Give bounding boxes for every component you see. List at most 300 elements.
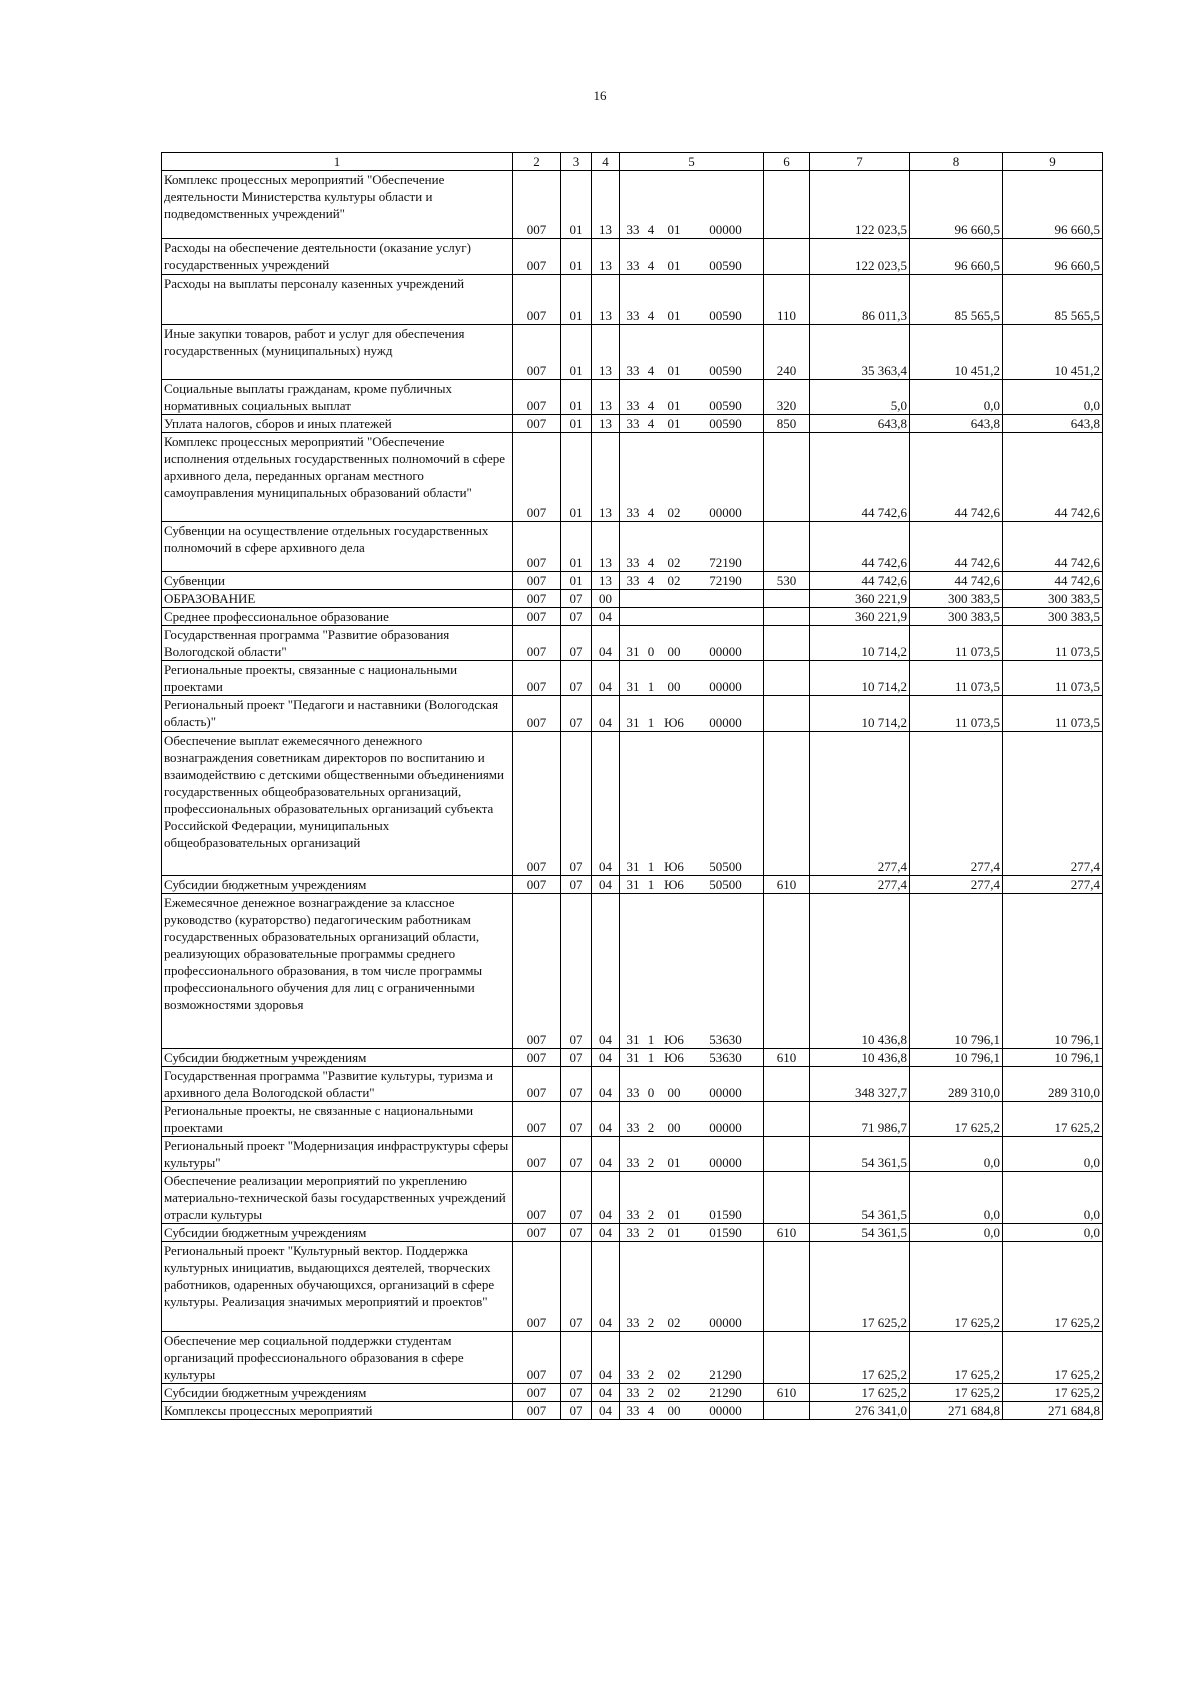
row-name-cell: Расходы на выплаты персоналу казенных учреждений — [162, 275, 513, 325]
section-code-cell: 07 — [561, 732, 592, 876]
target-article-cell — [620, 1384, 764, 1402]
amount-cell-col8: 0,0 — [910, 380, 1003, 415]
target-article-part: 00000 — [709, 505, 742, 520]
target-article-part: 4 — [647, 505, 655, 520]
amount-cell-col7: 17 625,2 — [810, 1384, 910, 1402]
target-article-part: 4 — [647, 398, 655, 413]
amount-cell-col8: 10 796,1 — [910, 894, 1003, 1049]
target-article-part: 00590 — [709, 363, 742, 378]
row-name-cell: Ежемесячное денежное вознаграждение за классное руководство (кураторство) педагогическим работникам государственных образовательных организаций области, реализующих образовательные программы среднего профессионального образования, в том числе программы профессионального обучения для лиц с ограниченными возможностями здоровья — [162, 894, 513, 1049]
header-cell: 1 — [162, 153, 513, 171]
header-cell: 3 — [561, 153, 592, 171]
expense-type-cell — [764, 608, 810, 626]
table-row — [162, 522, 1103, 572]
row-name-cell: Региональные проекты, не связанные с национальными проектами — [162, 1102, 513, 1137]
target-article-part: Ю6 — [664, 877, 684, 892]
target-article-part: 53630 — [709, 1032, 742, 1047]
target-article-part: 00000 — [709, 715, 742, 730]
table-row — [162, 415, 1103, 433]
subsection-code-cell: 13 — [592, 415, 620, 433]
amount-cell-col8: 277,4 — [910, 876, 1003, 894]
target-article-cell — [620, 1242, 764, 1332]
amount-cell-col8: 271 684,8 — [910, 1402, 1003, 1420]
target-article-part: 2 — [647, 1385, 655, 1400]
ministry-code-cell: 007 — [513, 1102, 561, 1137]
amount-cell-col7: 44 742,6 — [810, 572, 910, 590]
row-name-cell: Государственная программа "Развитие образования Вологодской области" — [162, 626, 513, 661]
section-code-cell: 07 — [561, 1137, 592, 1172]
row-name-cell: Субсидии бюджетным учреждениям — [162, 1224, 513, 1242]
section-code-cell: 01 — [561, 171, 592, 239]
table-row — [162, 696, 1103, 732]
subsection-code-cell: 13 — [592, 380, 620, 415]
row-name-cell: Обеспечение выплат ежемесячного денежного вознаграждения советникам директоров по воспитанию и взаимодействию с детскими общественными объединениями государственных общеобразовательных организаций, профессиональных образовательных организаций субъекта Российской Федерации, муниципальных общеобразовательных организаций — [162, 732, 513, 876]
section-code-cell: 01 — [561, 522, 592, 572]
table-row — [162, 626, 1103, 661]
target-article-cell — [620, 1402, 764, 1420]
table-row — [162, 894, 1103, 1049]
header-cell: 9 — [1003, 153, 1103, 171]
target-article-part: 33 — [626, 1120, 640, 1135]
target-article-cell — [620, 1224, 764, 1242]
subsection-code-cell: 04 — [592, 626, 620, 661]
ministry-code-cell: 007 — [513, 1384, 561, 1402]
table-row — [162, 1332, 1103, 1384]
subsection-code-cell: 13 — [592, 572, 620, 590]
target-article-part: 33 — [626, 1315, 640, 1330]
expense-type-cell: 610 — [764, 1049, 810, 1067]
target-article-part: 02 — [667, 1367, 681, 1382]
ministry-code-cell: 007 — [513, 1332, 561, 1384]
table-header-row — [162, 153, 1103, 171]
amount-cell-col9: 96 660,5 — [1003, 239, 1103, 275]
target-article-cell — [620, 572, 764, 590]
table-row — [162, 661, 1103, 696]
table-row — [162, 876, 1103, 894]
target-article-part: 31 — [626, 715, 640, 730]
amount-cell-col8: 11 073,5 — [910, 696, 1003, 732]
amount-cell-col9: 300 383,5 — [1003, 608, 1103, 626]
row-name-cell: Социальные выплаты гражданам, кроме публичных нормативных социальных выплат — [162, 380, 513, 415]
subsection-code-cell: 04 — [592, 661, 620, 696]
amount-cell-col9: 277,4 — [1003, 876, 1103, 894]
expense-type-cell — [764, 590, 810, 608]
ministry-code-cell: 007 — [513, 380, 561, 415]
row-name-cell: Региональные проекты, связанные с национальными проектами — [162, 661, 513, 696]
amount-cell-col7: 122 023,5 — [810, 171, 910, 239]
target-article-part: 33 — [626, 1085, 640, 1100]
expense-type-cell: 610 — [764, 1224, 810, 1242]
header-cell: 5 — [620, 153, 764, 171]
amount-cell-col7: 360 221,9 — [810, 608, 910, 626]
subsection-code-cell: 04 — [592, 1137, 620, 1172]
ministry-code-cell: 007 — [513, 1242, 561, 1332]
target-article-part: 00590 — [709, 308, 742, 323]
target-article-part: 00000 — [709, 1085, 742, 1100]
expense-type-cell — [764, 1402, 810, 1420]
target-article-part: 33 — [626, 1225, 640, 1240]
subsection-code-cell: 13 — [592, 325, 620, 380]
target-article-part: 00000 — [709, 679, 742, 694]
target-article-part: 4 — [647, 308, 655, 323]
target-article-part: 31 — [626, 644, 640, 659]
ministry-code-cell: 007 — [513, 1402, 561, 1420]
subsection-code-cell: 13 — [592, 522, 620, 572]
target-article-part: 4 — [647, 222, 655, 237]
subsection-code-cell: 13 — [592, 171, 620, 239]
target-article-part: 33 — [626, 363, 640, 378]
section-code-cell: 07 — [561, 1049, 592, 1067]
amount-cell-col8: 643,8 — [910, 415, 1003, 433]
amount-cell-col7: 10 714,2 — [810, 661, 910, 696]
target-article-part: 0 — [647, 1085, 655, 1100]
expense-type-cell — [764, 1067, 810, 1102]
target-article-part: 31 — [626, 859, 640, 874]
target-article-part: 00590 — [709, 398, 742, 413]
table-row — [162, 1242, 1103, 1332]
row-name-cell: Расходы на обеспечение деятельности (оказание услуг) государственных учреждений — [162, 239, 513, 275]
amount-cell-col7: 54 361,5 — [810, 1224, 910, 1242]
amount-cell-col8: 277,4 — [910, 732, 1003, 876]
target-article-part: 21290 — [709, 1367, 742, 1382]
ministry-code-cell: 007 — [513, 433, 561, 522]
target-article-part: 00000 — [709, 1315, 742, 1330]
section-code-cell: 07 — [561, 1067, 592, 1102]
target-article-part: 0 — [647, 644, 655, 659]
amount-cell-col9: 0,0 — [1003, 380, 1103, 415]
target-article-part: 21290 — [709, 1385, 742, 1400]
amount-cell-col8: 300 383,5 — [910, 590, 1003, 608]
expense-type-cell: 610 — [764, 876, 810, 894]
amount-cell-col7: 54 361,5 — [810, 1137, 910, 1172]
expense-type-cell: 110 — [764, 275, 810, 325]
amount-cell-col8: 17 625,2 — [910, 1332, 1003, 1384]
table-row — [162, 1402, 1103, 1420]
target-article-part: 01590 — [709, 1225, 742, 1240]
target-article-cell — [620, 1172, 764, 1224]
table-row — [162, 1172, 1103, 1224]
target-article-cell — [620, 1102, 764, 1137]
target-article-cell — [620, 239, 764, 275]
amount-cell-col8: 44 742,6 — [910, 522, 1003, 572]
row-name-cell: Региональный проект "Педагоги и наставники (Вологодская область)" — [162, 696, 513, 732]
header-cell: 6 — [764, 153, 810, 171]
amount-cell-col8: 11 073,5 — [910, 626, 1003, 661]
ministry-code-cell: 007 — [513, 590, 561, 608]
amount-cell-col9: 96 660,5 — [1003, 171, 1103, 239]
ministry-code-cell: 007 — [513, 876, 561, 894]
ministry-code-cell: 007 — [513, 572, 561, 590]
row-name-cell: Субсидии бюджетным учреждениям — [162, 1384, 513, 1402]
expense-type-cell — [764, 1172, 810, 1224]
amount-cell-col9: 17 625,2 — [1003, 1332, 1103, 1384]
subsection-code-cell: 04 — [592, 1067, 620, 1102]
amount-cell-col9: 0,0 — [1003, 1137, 1103, 1172]
target-article-cell — [620, 894, 764, 1049]
target-article-part: 01 — [667, 1207, 681, 1222]
target-article-part: 01 — [667, 222, 681, 237]
target-article-cell — [620, 433, 764, 522]
amount-cell-col9: 289 310,0 — [1003, 1067, 1103, 1102]
target-article-part: 2 — [647, 1120, 655, 1135]
expense-type-cell: 240 — [764, 325, 810, 380]
expense-type-cell — [764, 1332, 810, 1384]
amount-cell-col7: 17 625,2 — [810, 1332, 910, 1384]
target-article-part: 02 — [667, 1315, 681, 1330]
target-article-part: 72190 — [709, 555, 742, 570]
target-article-part: 33 — [626, 416, 640, 431]
target-article-part: 4 — [647, 416, 655, 431]
amount-cell-col9: 44 742,6 — [1003, 433, 1103, 522]
expense-type-cell — [764, 1137, 810, 1172]
amount-cell-col8: 0,0 — [910, 1224, 1003, 1242]
section-code-cell: 07 — [561, 876, 592, 894]
target-article-cell — [620, 171, 764, 239]
target-article-part: Ю6 — [664, 1050, 684, 1065]
target-article-part: 33 — [626, 1403, 640, 1418]
amount-cell-col9: 0,0 — [1003, 1172, 1103, 1224]
target-article-part: 01 — [667, 398, 681, 413]
section-code-cell: 07 — [561, 1384, 592, 1402]
target-article-part: 00590 — [709, 258, 742, 273]
target-article-part: 2 — [647, 1367, 655, 1382]
subsection-code-cell: 04 — [592, 1049, 620, 1067]
target-article-part: 1 — [647, 877, 655, 892]
row-name-cell: Обеспечение реализации мероприятий по укреплению материально-технической базы государственных учреждений отрасли культуры — [162, 1172, 513, 1224]
page-number: 16 — [593, 88, 607, 103]
target-article-part: 1 — [647, 1050, 655, 1065]
target-article-part: 33 — [626, 1385, 640, 1400]
expense-type-cell — [764, 522, 810, 572]
target-article-part: 00 — [667, 679, 681, 694]
target-article-part: 01590 — [709, 1207, 742, 1222]
target-article-part: 00000 — [709, 644, 742, 659]
amount-cell-col9: 10 796,1 — [1003, 1049, 1103, 1067]
target-article-part: Ю6 — [664, 715, 684, 730]
amount-cell-col8: 10 451,2 — [910, 325, 1003, 380]
section-code-cell: 07 — [561, 626, 592, 661]
section-code-cell: 01 — [561, 325, 592, 380]
target-article-part: 4 — [647, 555, 655, 570]
target-article-part: 31 — [626, 1032, 640, 1047]
table-row — [162, 1137, 1103, 1172]
target-article-cell — [620, 1332, 764, 1384]
row-name-cell: Субсидии бюджетным учреждениям — [162, 876, 513, 894]
amount-cell-col7: 10 714,2 — [810, 626, 910, 661]
subsection-code-cell: 04 — [592, 1242, 620, 1332]
subsection-code-cell: 13 — [592, 239, 620, 275]
target-article-part: 00 — [667, 644, 681, 659]
amount-cell-col7: 86 011,3 — [810, 275, 910, 325]
section-code-cell: 01 — [561, 380, 592, 415]
row-name-cell: Комплексы процессных мероприятий — [162, 1402, 513, 1420]
table-row — [162, 1049, 1103, 1067]
row-name-cell: Субсидии бюджетным учреждениям — [162, 1049, 513, 1067]
section-code-cell: 07 — [561, 1224, 592, 1242]
row-name-cell: Региональный проект "Модернизация инфраструктуры сферы культуры" — [162, 1137, 513, 1172]
row-name-cell: Государственная программа "Развитие культуры, туризма и архивного дела Вологодской области" — [162, 1067, 513, 1102]
row-name-cell: Региональный проект "Культурный вектор. Поддержка культурных инициатив, выдающихся деятелей, творческих работников, одаренных обучающихся, организаций в сфере культуры. Реализация значимых мероприятий и проектов" — [162, 1242, 513, 1332]
target-article-part: 50500 — [709, 859, 742, 874]
table-row — [162, 433, 1103, 522]
header-cell: 8 — [910, 153, 1003, 171]
ministry-code-cell: 007 — [513, 894, 561, 1049]
section-code-cell: 07 — [561, 1332, 592, 1384]
row-name-cell: Комплекс процессных мероприятий "Обеспечение деятельности Министерства культуры области и подведомственных учреждений" — [162, 171, 513, 239]
target-article-part: 00590 — [709, 416, 742, 431]
target-article-part: 02 — [667, 573, 681, 588]
target-article-part: 2 — [647, 1225, 655, 1240]
table-row — [162, 380, 1103, 415]
amount-cell-col8: 44 742,6 — [910, 572, 1003, 590]
ministry-code-cell: 007 — [513, 1172, 561, 1224]
amount-cell-col7: 5,0 — [810, 380, 910, 415]
expense-type-cell — [764, 1242, 810, 1332]
amount-cell-col9: 0,0 — [1003, 1224, 1103, 1242]
table-row — [162, 732, 1103, 876]
ministry-code-cell: 007 — [513, 661, 561, 696]
section-code-cell: 07 — [561, 1242, 592, 1332]
target-article-part: 01 — [667, 1225, 681, 1240]
target-article-cell — [620, 661, 764, 696]
amount-cell-col7: 276 341,0 — [810, 1402, 910, 1420]
ministry-code-cell: 007 — [513, 171, 561, 239]
amount-cell-col7: 71 986,7 — [810, 1102, 910, 1137]
target-article-part: 00 — [667, 1120, 681, 1135]
amount-cell-col8: 96 660,5 — [910, 239, 1003, 275]
row-name-cell: Обеспечение мер социальной поддержки студентам организаций профессионального образования в сфере культуры — [162, 1332, 513, 1384]
subsection-code-cell: 04 — [592, 1332, 620, 1384]
amount-cell-col8: 0,0 — [910, 1172, 1003, 1224]
table-row — [162, 275, 1103, 325]
target-article-part: 33 — [626, 1367, 640, 1382]
row-name-cell: ОБРАЗОВАНИЕ — [162, 590, 513, 608]
subsection-code-cell: 04 — [592, 1172, 620, 1224]
section-code-cell: 07 — [561, 696, 592, 732]
target-article-part: 02 — [667, 555, 681, 570]
amount-cell-col9: 643,8 — [1003, 415, 1103, 433]
amount-cell-col7: 10 436,8 — [810, 894, 910, 1049]
target-article-part: 00 — [667, 1403, 681, 1418]
target-article-part: 2 — [647, 1155, 655, 1170]
amount-cell-col7: 35 363,4 — [810, 325, 910, 380]
subsection-code-cell: 13 — [592, 275, 620, 325]
target-article-cell — [620, 380, 764, 415]
section-code-cell: 01 — [561, 572, 592, 590]
target-article-cell — [620, 876, 764, 894]
row-name-cell: Иные закупки товаров, работ и услуг для обеспечения государственных (муниципальных) нужд — [162, 325, 513, 380]
amount-cell-col7: 360 221,9 — [810, 590, 910, 608]
ministry-code-cell: 007 — [513, 415, 561, 433]
amount-cell-col8: 300 383,5 — [910, 608, 1003, 626]
amount-cell-col7: 122 023,5 — [810, 239, 910, 275]
amount-cell-col9: 44 742,6 — [1003, 572, 1103, 590]
target-article-part: Ю6 — [664, 859, 684, 874]
target-article-part: 00 — [667, 1085, 681, 1100]
amount-cell-col8: 11 073,5 — [910, 661, 1003, 696]
ministry-code-cell: 007 — [513, 522, 561, 572]
subsection-code-cell: 04 — [592, 1384, 620, 1402]
amount-cell-col7: 44 742,6 — [810, 433, 910, 522]
target-article-part: 01 — [667, 363, 681, 378]
target-article-part: 1 — [647, 1032, 655, 1047]
amount-cell-col8: 10 796,1 — [910, 1049, 1003, 1067]
amount-cell-col7: 643,8 — [810, 415, 910, 433]
section-code-cell: 01 — [561, 275, 592, 325]
ministry-code-cell: 007 — [513, 325, 561, 380]
header-cell: 4 — [592, 153, 620, 171]
target-article-part: 01 — [667, 258, 681, 273]
header-cell: 2 — [513, 153, 561, 171]
table-row — [162, 1067, 1103, 1102]
target-article-part: 4 — [647, 363, 655, 378]
expense-type-cell — [764, 894, 810, 1049]
row-name-cell: Среднее профессиональное образование — [162, 608, 513, 626]
target-article-part: 31 — [626, 679, 640, 694]
section-code-cell: 07 — [561, 661, 592, 696]
target-article-part: 33 — [626, 1207, 640, 1222]
section-code-cell: 07 — [561, 1102, 592, 1137]
target-article-part: 2 — [647, 1207, 655, 1222]
table-row — [162, 590, 1103, 608]
target-article-cell — [620, 608, 764, 626]
ministry-code-cell: 007 — [513, 1137, 561, 1172]
target-article-part: 1 — [647, 679, 655, 694]
amount-cell-col8: 0,0 — [910, 1137, 1003, 1172]
target-article-part: 00000 — [709, 1120, 742, 1135]
subsection-code-cell: 04 — [592, 1402, 620, 1420]
target-article-part: 02 — [667, 1385, 681, 1400]
section-code-cell: 07 — [561, 590, 592, 608]
amount-cell-col8: 289 310,0 — [910, 1067, 1003, 1102]
row-name-cell: Комплекс процессных мероприятий "Обеспечение исполнения отдельных государственных полномочий в сфере архивного дела, переданных органам местного самоуправления муниципальных образований области" — [162, 433, 513, 522]
amount-cell-col9: 44 742,6 — [1003, 522, 1103, 572]
target-article-part: 01 — [667, 416, 681, 431]
target-article-part: 00000 — [709, 1403, 742, 1418]
subsection-code-cell: 13 — [592, 433, 620, 522]
row-name-cell: Субвенции на осуществление отдельных государственных полномочий в сфере архивного дела — [162, 522, 513, 572]
subsection-code-cell: 04 — [592, 1102, 620, 1137]
section-code-cell: 07 — [561, 608, 592, 626]
target-article-part: 02 — [667, 505, 681, 520]
expense-type-cell — [764, 1102, 810, 1137]
target-article-part: 01 — [667, 308, 681, 323]
amount-cell-col7: 54 361,5 — [810, 1172, 910, 1224]
target-article-cell — [620, 275, 764, 325]
subsection-code-cell: 04 — [592, 894, 620, 1049]
amount-cell-col7: 44 742,6 — [810, 522, 910, 572]
section-code-cell: 01 — [561, 415, 592, 433]
target-article-part: 4 — [647, 1403, 655, 1418]
subsection-code-cell: 04 — [592, 876, 620, 894]
amount-cell-col9: 10 796,1 — [1003, 894, 1103, 1049]
amount-cell-col8: 17 625,2 — [910, 1384, 1003, 1402]
subsection-code-cell: 04 — [592, 696, 620, 732]
target-article-cell — [620, 1067, 764, 1102]
expense-type-cell — [764, 433, 810, 522]
target-article-part: 01 — [667, 1155, 681, 1170]
ministry-code-cell: 007 — [513, 608, 561, 626]
target-article-part: 33 — [626, 505, 640, 520]
ministry-code-cell: 007 — [513, 275, 561, 325]
expense-type-cell — [764, 171, 810, 239]
target-article-part: 33 — [626, 308, 640, 323]
target-article-cell — [620, 590, 764, 608]
target-article-part: 33 — [626, 573, 640, 588]
target-article-part: 50500 — [709, 877, 742, 892]
section-code-cell: 07 — [561, 1402, 592, 1420]
target-article-part: 33 — [626, 1155, 640, 1170]
